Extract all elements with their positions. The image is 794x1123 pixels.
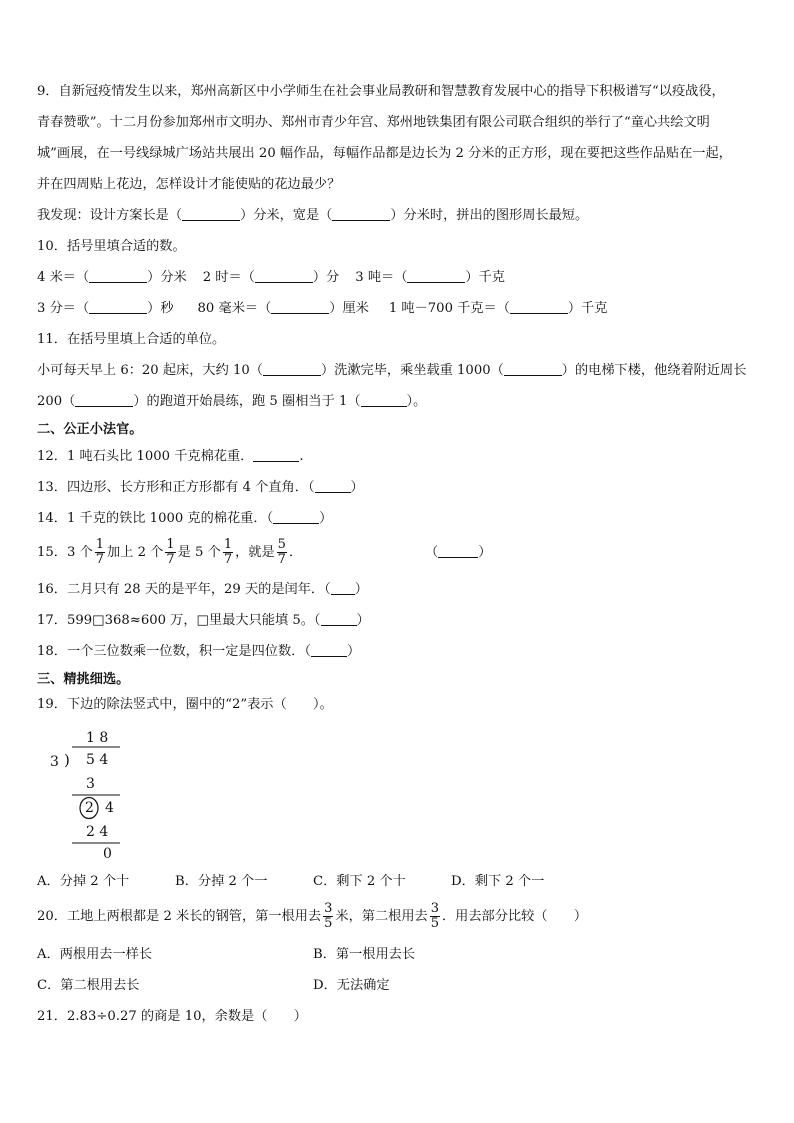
q15-paren: ）	[478, 545, 492, 560]
q15-text: 15．3 个	[37, 545, 93, 560]
q14-blank[interactable]	[273, 510, 319, 524]
q9-answer-line	[37, 206, 588, 226]
q9-text-a: 我发现：设计方案长是（	[37, 208, 183, 223]
q10-text: 1 吨－700 千克＝（	[388, 301, 510, 316]
q16-text: 16．二月只有 28 天的是平年，29 天的是闰年．（	[37, 582, 331, 597]
q10-title: 10．括号里填合适的数。	[37, 239, 186, 254]
q11-line-2	[37, 392, 426, 412]
divisor: 3	[50, 754, 59, 770]
long-division-lines	[48, 728, 148, 863]
quotient: 1 8	[86, 730, 109, 746]
q13-text: 13．四边形、长方形和正方形都有 4 个直角．（	[37, 480, 315, 495]
fraction-denominator: 5	[430, 916, 439, 931]
q12-text: 12．1 吨石头比 1000 千克棉花重．	[37, 449, 254, 464]
q10-row-2	[37, 299, 607, 319]
fraction-numerator: 1	[223, 537, 233, 552]
q12	[37, 447, 304, 467]
q10-row-1	[37, 268, 505, 288]
q15-text: ，就是	[235, 545, 275, 560]
fraction-numerator: 1	[166, 537, 175, 552]
q15-paren: （	[425, 545, 439, 560]
q19-stem: 19．下边的除法竖式中，圈中的“2”表示（ ）。	[37, 697, 333, 712]
q9-text-b: ）分米，宽是（	[240, 208, 333, 223]
q9-blank-length[interactable]	[182, 207, 240, 221]
q14-text: 14．1 千克的铁比 1000 克的棉花重．（	[37, 511, 274, 526]
q20-option-d[interactable]: D．无法确定	[313, 978, 390, 993]
q19-option-c[interactable]: C．剩下 2 个十	[313, 874, 406, 889]
q9-blank-width[interactable]	[332, 207, 390, 221]
q10-blank[interactable]	[89, 300, 147, 314]
q17	[37, 611, 370, 631]
q10-blank[interactable]	[255, 269, 313, 283]
q15-text: ．	[288, 545, 303, 560]
q13-blank[interactable]	[315, 479, 351, 493]
fraction-denominator: 7	[95, 552, 105, 567]
q20-text: ．用去部分比较（ ）	[442, 909, 588, 924]
q10-blank[interactable]	[89, 269, 147, 283]
q15	[37, 534, 302, 572]
q17-paren: ）	[356, 613, 370, 628]
fraction	[323, 902, 333, 931]
q10-blank[interactable]	[407, 269, 465, 283]
q20-text: 米，第二根用去	[335, 909, 428, 924]
fraction-denominator: 7	[223, 552, 233, 567]
q13-paren: ）	[350, 480, 364, 495]
q20-text: 20．工地上两根都是 2 米长的钢管，第一根用去	[37, 909, 322, 924]
q10-text: ）千克	[465, 270, 505, 285]
q10-text: ）分米	[147, 270, 187, 285]
q16-paren: ）	[354, 582, 368, 597]
q19-option-d[interactable]: D．剩下 2 个一	[451, 874, 545, 889]
q17-text: 17．599□368≈600 万，□里最大只能填 5。（	[37, 613, 321, 628]
q18	[37, 642, 360, 662]
division-step-1: 3	[86, 776, 95, 792]
q10-blank[interactable]	[510, 300, 568, 314]
q19-option-b[interactable]: B．分掉 2 个一	[175, 874, 268, 889]
section-3-heading: 三、精挑细选。	[37, 672, 130, 687]
q16	[37, 580, 368, 600]
q11-text: ）的跑道开始晨练，跑 5 圈相当于 1（	[133, 394, 361, 409]
fraction	[95, 538, 105, 567]
q13	[37, 478, 364, 498]
q11-text: ）。	[406, 394, 427, 409]
remainder: 0	[103, 846, 112, 862]
q11-title: 11．在括号里填上合适的单位。	[37, 332, 226, 347]
fraction-denominator: 5	[324, 916, 333, 931]
q10-text: 3 分＝（	[37, 301, 90, 316]
q11-text: 小可每天早上 6：20 起床，大约 10（	[37, 363, 263, 378]
q19-option-a[interactable]: A．分掉 2 个十	[37, 874, 130, 889]
fraction-numerator: 3	[324, 901, 333, 916]
division-step-3: 2 4	[86, 824, 109, 840]
q18-paren: ）	[346, 644, 361, 659]
q10-text: 4 米＝（	[37, 270, 90, 285]
fraction-denominator: 7	[166, 552, 175, 567]
section-2-heading: 二、公正小法官。	[37, 422, 143, 437]
q9-line-4: 并在四周贴上花边，怎样设计才能使贴的花边最少？	[37, 177, 341, 192]
q10-text: 2 时＝（	[202, 270, 255, 285]
q12-blank[interactable]	[253, 448, 299, 462]
q20-option-b[interactable]: B．第一根用去长	[313, 947, 416, 962]
q9-text-c: ）分米时，拼出的图形周长最短。	[390, 208, 589, 223]
q16-blank[interactable]	[331, 581, 355, 595]
division-step-2-digit: 4	[105, 800, 114, 816]
q12-period: .	[299, 449, 304, 464]
q9-line-3: 城”画展，在一号线绿城广场站共展出 20 幅作品，每幅作品都是边长为 2 分米的正方形，现在要把这些作品贴在一起，	[37, 146, 732, 161]
q10-text: 3 吨＝（	[355, 270, 408, 285]
q20-option-a[interactable]: A．两根用去一样长	[37, 947, 153, 962]
fraction-numerator: 1	[95, 537, 105, 552]
q11-text: ）的电梯下楼，他绕着附近周长	[561, 363, 747, 378]
q10-text: ）厘米	[329, 301, 369, 316]
fraction-numerator: 3	[430, 901, 439, 916]
q11-text: ）洗漱完毕，乘坐载重 1000（	[320, 363, 504, 378]
q11-line-1	[37, 361, 746, 381]
q11-blank[interactable]	[263, 362, 321, 376]
q14	[37, 509, 332, 529]
q10-text: ）秒	[147, 301, 174, 316]
q21: 21．2.83÷0.27 的商是 10，余数是（ ）	[37, 1009, 307, 1024]
q18-blank[interactable]	[311, 643, 347, 657]
q10-blank[interactable]	[271, 300, 329, 314]
q11-blank[interactable]	[504, 362, 562, 376]
q10-text: 80 毫米＝（	[197, 301, 272, 316]
q10-text: ）千克	[567, 301, 608, 316]
q11-text: 200（	[37, 394, 76, 409]
q9-line-1: 9．自新冠疫情发生以来，郑州高新区中小学师生在社会事业局教研和智慧教育发展中心的指导下积极谱写“以疫战役，	[37, 84, 725, 99]
circled-digit: 2	[85, 800, 94, 816]
q14-paren: ）	[319, 511, 333, 526]
q20-stem	[37, 898, 587, 936]
fraction	[165, 538, 175, 567]
long-division-figure: 1 8 3 ) 5 4 3 2 4 2 4 0	[48, 728, 148, 863]
q9-line-2: 青春赞歌”。十二月份参加郑州市文明办、郑州市青少年宫、郑州地铁集团有限公司联合组织的举行了“童心共绘文明	[37, 115, 710, 130]
dividend: 5 4	[86, 752, 109, 768]
q18-text: 18．一个三位数乘一位数，积一定是四位数．（	[37, 644, 311, 659]
fraction	[277, 538, 287, 567]
q15-blank[interactable]	[438, 544, 478, 558]
q20-option-c[interactable]: C．第二根用去长	[37, 978, 140, 993]
q15-text: 加上 2 个	[107, 545, 164, 560]
fraction	[223, 538, 233, 567]
q15-text: 是 5 个	[177, 545, 221, 560]
q10-text: ）分	[312, 270, 340, 285]
q15-answer	[425, 543, 491, 563]
fraction-denominator: 7	[277, 552, 286, 567]
q11-blank[interactable]	[361, 393, 407, 407]
fraction	[430, 902, 440, 931]
q11-blank[interactable]	[75, 393, 133, 407]
fraction-numerator: 5	[277, 537, 286, 552]
q17-blank[interactable]	[321, 612, 357, 626]
